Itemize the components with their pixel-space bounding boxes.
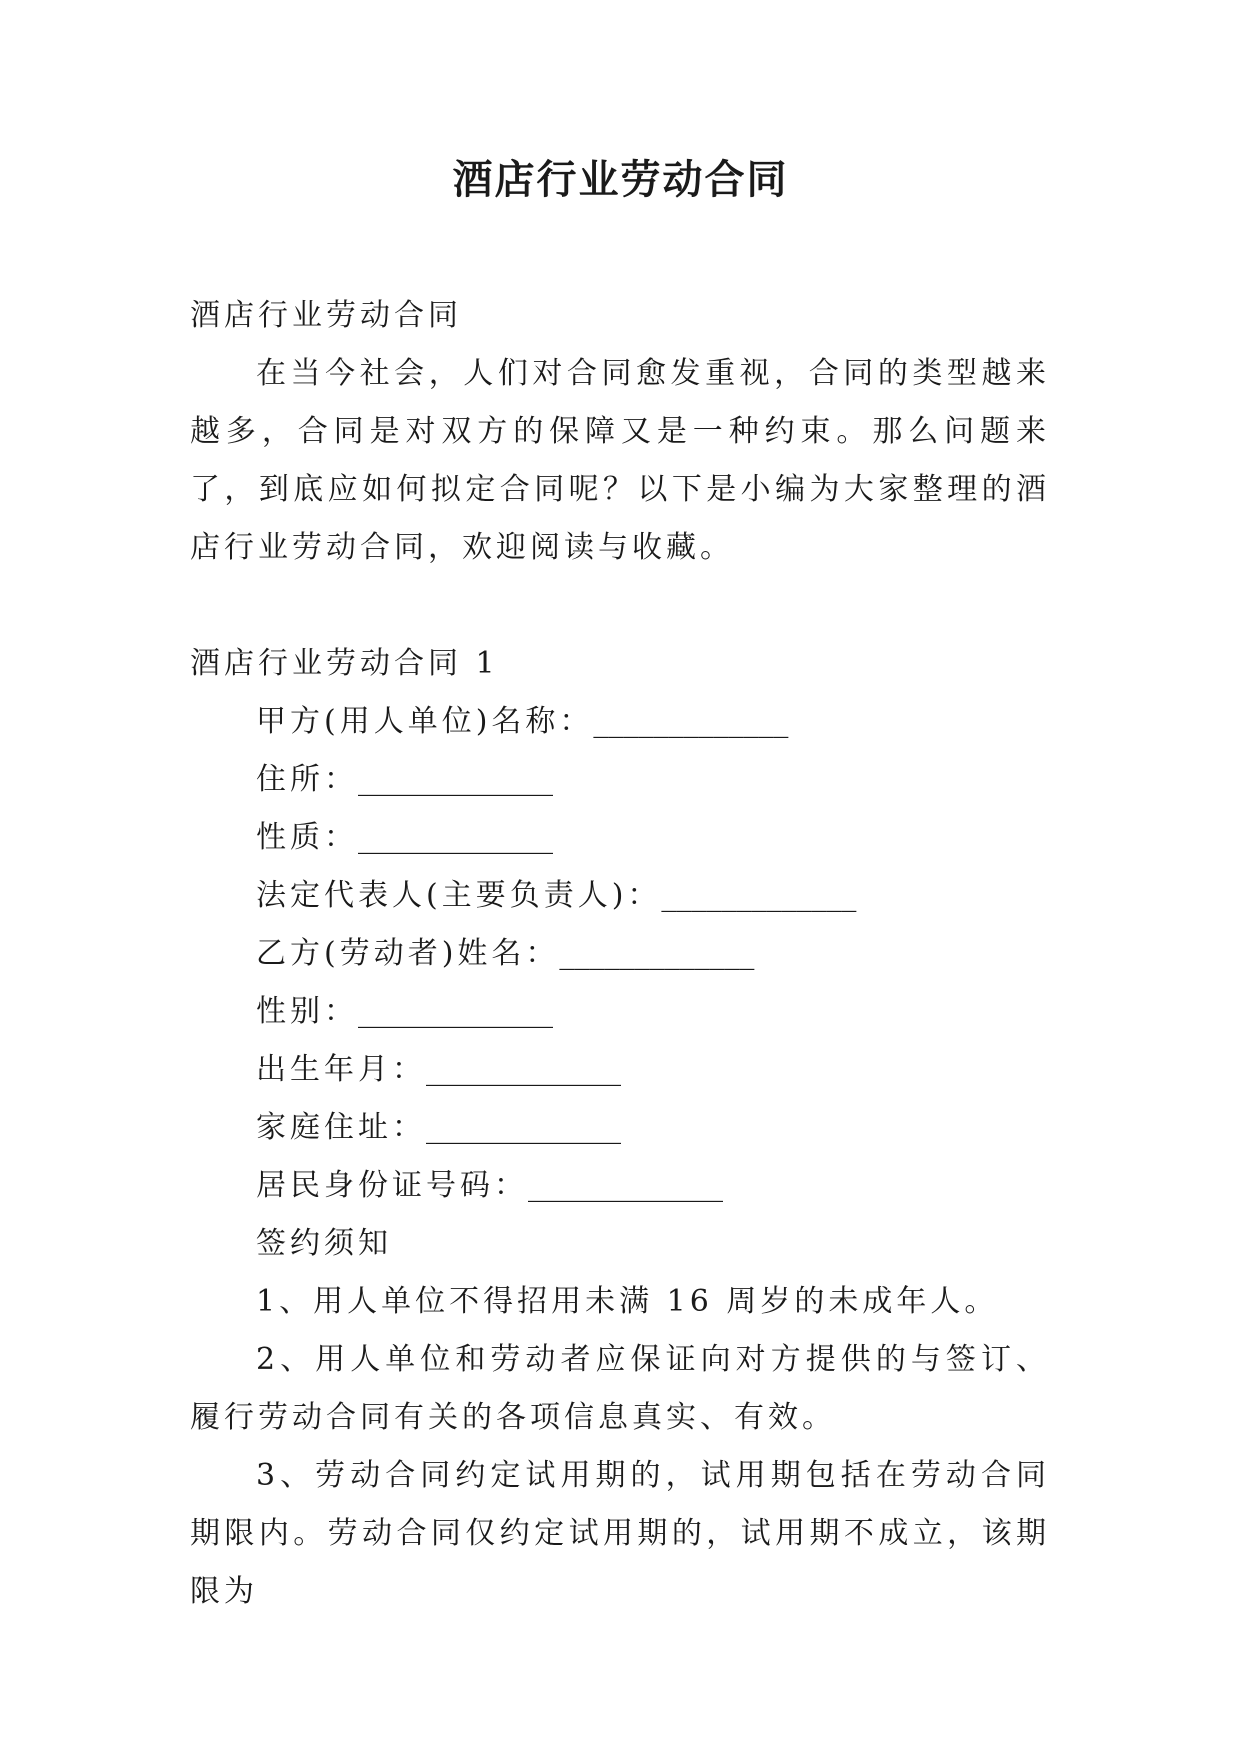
fill-in-blank[interactable]: _____________ [593, 704, 789, 739]
fill-in-blank[interactable]: _____________ [426, 1052, 621, 1087]
field-employer-name [190, 693, 1050, 751]
field-employee-name [190, 925, 1050, 983]
field-label: 乙方(劳动者)姓名 [256, 936, 526, 971]
field-colon: ： [525, 936, 560, 971]
document-subtitle: 酒店行业劳动合同 [190, 298, 462, 333]
section-title: 酒店行业劳动合同 1 [190, 646, 499, 681]
intro-paragraph: 在当今社会，人们对合同愈发重视，合同的类型越来越多，合同是对双方的保障又是一种约束。那么问题来了，到底应如何拟定合同呢？以下是小编为大家整理的酒店行业劳动合同，欢迎阅读与收藏。 [190, 356, 1050, 565]
field-id-number [190, 1157, 1050, 1215]
field-colon: ： [324, 762, 358, 797]
notes-heading: 签约须知 [256, 1226, 392, 1261]
field-label: 甲方(用人单位)名称 [256, 704, 560, 739]
spacer [190, 577, 1050, 635]
field-birth-date [190, 1041, 1050, 1099]
fill-in-blank[interactable]: _____________ [661, 878, 857, 913]
fill-in-blank[interactable]: _____________ [358, 820, 553, 855]
document-title: 酒店行业劳动合同 [452, 156, 789, 203]
field-colon: ： [627, 878, 662, 913]
note-item: 3、劳动合同约定试用期的，试用期包括在劳动合同期限内。劳动合同仅约定试用期的，试用期不成立，该期限为 [190, 1458, 1050, 1609]
note-item: 1、用人单位不得招用未满 16 周岁的未成年人。 [256, 1284, 999, 1319]
field-label: 出生年月 [256, 1052, 392, 1087]
field-colon: ： [324, 994, 358, 1029]
field-home-address [190, 1099, 1050, 1157]
field-label: 性质 [256, 820, 324, 855]
field-legal-representative [190, 867, 1050, 925]
field-label: 住所 [256, 762, 324, 797]
field-colon: ： [494, 1168, 528, 1203]
field-colon: ： [392, 1052, 426, 1087]
field-label: 性别 [256, 994, 324, 1029]
field-nature [190, 809, 1050, 867]
note-item: 2、用人单位和劳动者应保证向对方提供的与签订、履行劳动合同有关的各项信息真实、有效。 [190, 1342, 1050, 1435]
fill-in-blank[interactable]: _____________ [358, 994, 553, 1029]
fill-in-blank[interactable]: _____________ [559, 936, 755, 971]
fill-in-blank[interactable]: _____________ [358, 762, 553, 797]
field-label: 法定代表人(主要负责人) [256, 878, 628, 913]
fill-in-blank[interactable]: _____________ [528, 1168, 723, 1203]
field-label: 居民身份证号码 [256, 1168, 494, 1203]
document-body [190, 287, 1050, 1621]
field-gender [190, 983, 1050, 1041]
field-colon: ： [324, 820, 358, 855]
field-colon: ： [559, 704, 594, 739]
field-address [190, 751, 1050, 809]
field-colon: ： [392, 1110, 426, 1145]
fill-in-blank[interactable]: _____________ [426, 1110, 621, 1145]
field-label: 家庭住址 [256, 1110, 392, 1145]
